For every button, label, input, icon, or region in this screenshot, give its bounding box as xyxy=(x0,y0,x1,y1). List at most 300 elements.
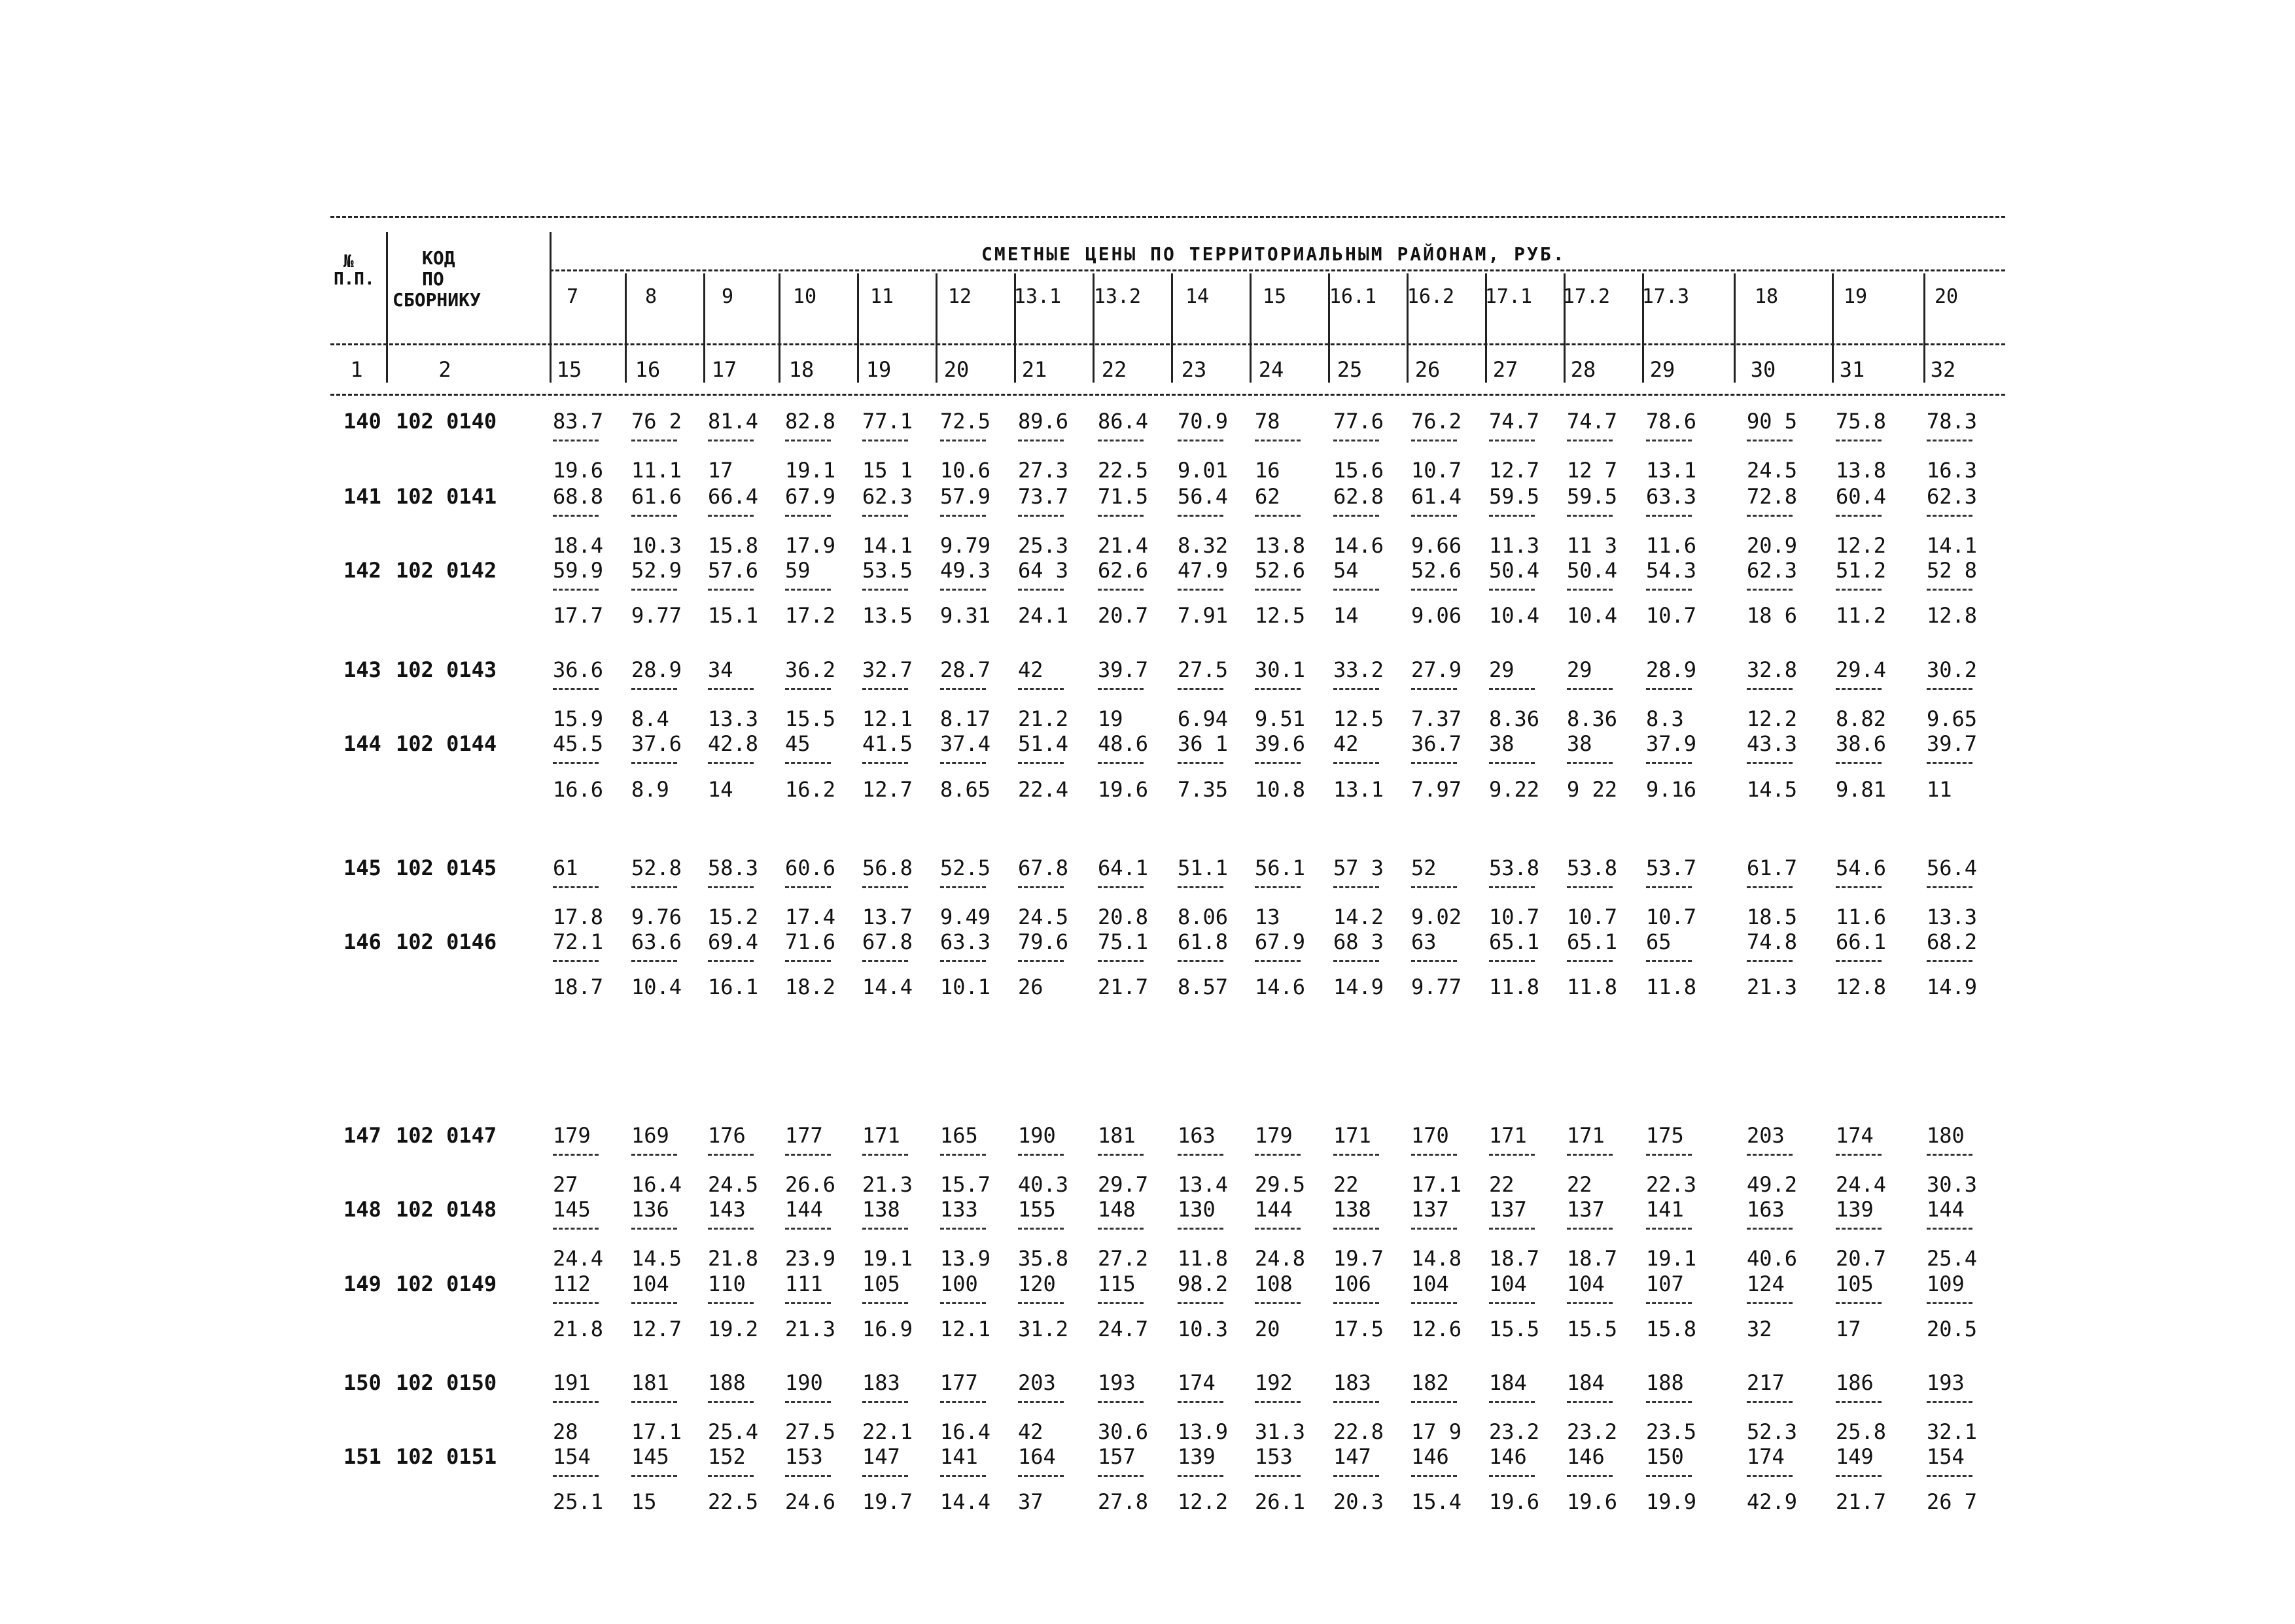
price-top: 67.9 xyxy=(1255,929,1306,954)
fraction-line xyxy=(1927,1228,1972,1230)
header-column-divider xyxy=(386,232,388,383)
fraction-line xyxy=(940,960,986,962)
fraction-line xyxy=(1646,688,1692,690)
price-top: 165 xyxy=(940,1123,978,1148)
fraction-line xyxy=(1255,1228,1301,1230)
fraction-line xyxy=(1018,440,1064,441)
price-top: 177 xyxy=(940,1370,978,1395)
fraction-line xyxy=(1411,1228,1457,1230)
row-number: 150 xyxy=(343,1370,381,1395)
price-top: 164 xyxy=(1018,1444,1056,1469)
price-bottom: 20.7 xyxy=(1098,603,1149,628)
fraction-line xyxy=(1567,515,1613,517)
row-code: 102 0146 xyxy=(396,929,497,954)
price-bottom: 12.8 xyxy=(1927,603,1978,628)
fraction-line xyxy=(1098,960,1144,962)
price-top: 179 xyxy=(553,1123,591,1148)
price-bottom: 32.1 xyxy=(1927,1419,1978,1444)
price-top: 51.1 xyxy=(1178,855,1229,880)
price-bottom: 14.4 xyxy=(940,1489,991,1514)
price-top: 179 xyxy=(1255,1123,1293,1148)
fraction-line xyxy=(1836,1154,1882,1156)
price-bottom: 13.8 xyxy=(1836,458,1887,483)
price-top: 133 xyxy=(940,1197,978,1222)
column-number: 23 xyxy=(1181,357,1207,382)
fraction-line xyxy=(1098,1401,1144,1403)
price-bottom: 22 xyxy=(1567,1172,1592,1197)
price-top: 153 xyxy=(1255,1444,1293,1469)
price-top: 203 xyxy=(1018,1370,1056,1395)
price-bottom: 16.1 xyxy=(708,975,759,999)
fraction-line xyxy=(785,440,831,441)
price-bottom: 23.5 xyxy=(1646,1419,1697,1444)
price-top: 38.6 xyxy=(1836,731,1887,756)
price-top: 48.6 xyxy=(1098,731,1149,756)
fraction-line xyxy=(1018,1228,1064,1230)
price-bottom: 16.4 xyxy=(940,1419,991,1444)
price-top: 77.1 xyxy=(862,409,913,434)
price-top: 54.6 xyxy=(1836,855,1887,880)
price-top: 28.9 xyxy=(1646,657,1697,682)
price-top: 63.3 xyxy=(940,929,991,954)
price-bottom: 16 xyxy=(1255,458,1280,483)
fraction-line xyxy=(1018,762,1064,764)
fraction-line xyxy=(1255,1401,1301,1403)
price-bottom: 15.2 xyxy=(708,905,759,929)
price-top: 104 xyxy=(1411,1271,1449,1296)
price-bottom: 18 6 xyxy=(1747,603,1798,628)
price-bottom: 9.16 xyxy=(1646,777,1697,802)
price-top: 74.8 xyxy=(1747,929,1798,954)
price-bottom: 18.7 xyxy=(1567,1246,1618,1271)
district-number: 7 xyxy=(566,285,579,308)
price-bottom: 10.7 xyxy=(1646,603,1697,628)
fraction-line xyxy=(1098,762,1144,764)
price-top: 62 xyxy=(1255,484,1280,509)
price-top: 175 xyxy=(1646,1123,1684,1148)
fraction-line xyxy=(1255,589,1301,591)
price-top: 72.8 xyxy=(1747,484,1798,509)
price-top: 154 xyxy=(1927,1444,1965,1469)
fraction-line xyxy=(785,1228,831,1230)
price-bottom: 11 xyxy=(1927,777,1952,802)
price-bottom: 23.2 xyxy=(1567,1419,1618,1444)
price-bottom: 17.1 xyxy=(1411,1172,1462,1197)
fraction-line xyxy=(940,886,986,888)
fraction-line xyxy=(1747,515,1793,517)
price-bottom: 18.5 xyxy=(1747,905,1798,929)
price-bottom: 22.5 xyxy=(1098,458,1149,483)
fraction-line xyxy=(1836,1228,1882,1230)
price-bottom: 24.7 xyxy=(1098,1317,1149,1341)
price-bottom: 21.2 xyxy=(1018,706,1069,731)
price-top: 78.3 xyxy=(1927,409,1978,434)
price-top: 45 xyxy=(785,731,811,756)
price-bottom: 26.6 xyxy=(785,1172,836,1197)
price-bottom: 13.8 xyxy=(1255,533,1306,558)
price-top: 111 xyxy=(785,1271,823,1296)
fraction-line xyxy=(631,589,677,591)
fraction-line xyxy=(1411,515,1457,517)
price-bottom: 31.2 xyxy=(1018,1317,1069,1341)
fraction-line xyxy=(1489,1401,1535,1403)
fraction-line xyxy=(1411,886,1457,888)
fraction-line xyxy=(553,762,599,764)
price-bottom: 9.06 xyxy=(1411,603,1462,628)
fraction-line xyxy=(1646,440,1692,441)
price-bottom: 12.8 xyxy=(1836,975,1887,999)
fraction-line xyxy=(1098,440,1144,441)
price-top: 157 xyxy=(1098,1444,1136,1469)
price-top: 54 xyxy=(1333,558,1359,583)
price-top: 67.8 xyxy=(1018,855,1069,880)
fraction-line xyxy=(708,589,754,591)
price-bottom: 26.1 xyxy=(1255,1489,1306,1514)
price-bottom: 12.1 xyxy=(940,1317,991,1341)
column-number: 25 xyxy=(1337,357,1363,382)
fraction-line xyxy=(1747,589,1793,591)
price-bottom: 19.6 xyxy=(1489,1489,1540,1514)
price-top: 107 xyxy=(1646,1271,1684,1296)
fraction-line xyxy=(1927,886,1972,888)
fraction-line xyxy=(1178,886,1223,888)
district-number: 11 xyxy=(869,285,894,308)
column-number: 28 xyxy=(1570,357,1596,382)
price-top: 98.2 xyxy=(1178,1271,1229,1296)
fraction-line xyxy=(553,440,599,441)
fraction-line xyxy=(1098,1228,1144,1230)
fraction-line xyxy=(631,762,677,764)
price-top: 57.6 xyxy=(708,558,759,583)
price-top: 56.8 xyxy=(862,855,913,880)
price-top: 29 xyxy=(1567,657,1592,682)
fraction-line xyxy=(1333,1154,1379,1156)
district-number: 18 xyxy=(1754,285,1779,308)
price-bottom: 20.9 xyxy=(1747,533,1798,558)
price-bottom: 25.8 xyxy=(1836,1419,1887,1444)
fraction-line xyxy=(1567,440,1613,441)
price-bottom: 20.3 xyxy=(1333,1489,1384,1514)
column-number: 15 xyxy=(556,357,582,382)
price-top: 59.5 xyxy=(1489,484,1540,509)
price-bottom: 8.32 xyxy=(1178,533,1229,558)
price-top: 36 1 xyxy=(1178,731,1229,756)
price-top: 62.3 xyxy=(862,484,913,509)
price-bottom: 40.3 xyxy=(1018,1172,1069,1197)
fraction-line xyxy=(862,1154,908,1156)
price-top: 53.7 xyxy=(1646,855,1697,880)
price-bottom: 14.5 xyxy=(631,1246,682,1271)
district-number: 16.2 xyxy=(1407,285,1455,308)
price-top: 36.2 xyxy=(785,657,836,682)
price-bottom: 11.6 xyxy=(1836,905,1887,929)
price-bottom: 9.22 xyxy=(1489,777,1540,802)
price-top: 184 xyxy=(1489,1370,1527,1395)
price-top: 141 xyxy=(1646,1197,1684,1222)
price-top: 137 xyxy=(1567,1197,1605,1222)
fraction-line xyxy=(1927,1302,1972,1304)
price-bottom: 21.7 xyxy=(1098,975,1149,999)
fraction-line xyxy=(1489,1228,1535,1230)
price-bottom: 42 xyxy=(1018,1419,1043,1444)
price-bottom: 24.8 xyxy=(1255,1246,1306,1271)
price-top: 28.9 xyxy=(631,657,682,682)
price-bottom: 12.7 xyxy=(862,777,913,802)
price-bottom: 12.2 xyxy=(1836,533,1887,558)
price-bottom: 9.01 xyxy=(1178,458,1229,483)
price-top: 110 xyxy=(708,1271,746,1296)
price-top: 171 xyxy=(1489,1123,1527,1148)
fraction-line xyxy=(1836,589,1882,591)
price-top: 138 xyxy=(862,1197,900,1222)
price-top: 146 xyxy=(1411,1444,1449,1469)
row-code: 102 0148 xyxy=(396,1197,497,1222)
fraction-line xyxy=(708,886,754,888)
fraction-line xyxy=(785,1154,831,1156)
price-bottom: 12.7 xyxy=(1489,458,1540,483)
fraction-line xyxy=(862,1302,908,1304)
fraction-line xyxy=(1411,960,1457,962)
price-bottom: 22.3 xyxy=(1646,1172,1697,1197)
price-top: 42 xyxy=(1018,657,1043,682)
column-number: 20 xyxy=(943,357,970,382)
price-top: 61.7 xyxy=(1747,855,1798,880)
price-bottom: 24.4 xyxy=(1836,1172,1887,1197)
fraction-line xyxy=(1255,762,1301,764)
price-bottom: 13.4 xyxy=(1178,1172,1229,1197)
fraction-line xyxy=(1178,1302,1223,1304)
price-top: 193 xyxy=(1927,1370,1965,1395)
price-bottom: 29.7 xyxy=(1098,1172,1149,1197)
price-top: 82.8 xyxy=(785,409,836,434)
price-bottom: 10.1 xyxy=(940,975,991,999)
price-top: 45.5 xyxy=(553,731,604,756)
column-number: 18 xyxy=(788,357,815,382)
price-bottom: 24.6 xyxy=(785,1489,836,1514)
price-top: 81.4 xyxy=(708,409,759,434)
price-top: 36.7 xyxy=(1411,731,1462,756)
fraction-line xyxy=(1178,1475,1223,1477)
price-top: 52.9 xyxy=(631,558,682,583)
price-bottom: 11.8 xyxy=(1567,975,1618,999)
price-top: 108 xyxy=(1255,1271,1293,1296)
column-number: 21 xyxy=(1021,357,1047,382)
row-code: 102 0140 xyxy=(396,409,497,434)
price-top: 58.3 xyxy=(708,855,759,880)
price-bottom: 10.7 xyxy=(1646,905,1697,929)
fraction-line xyxy=(1567,1401,1613,1403)
price-top: 191 xyxy=(553,1370,591,1395)
price-bottom: 20 xyxy=(1255,1317,1280,1341)
price-bottom: 9.77 xyxy=(1411,975,1462,999)
price-top: 152 xyxy=(708,1444,746,1469)
column-number: 2 xyxy=(438,357,451,382)
price-bottom: 19.6 xyxy=(553,458,604,483)
price-bottom: 8.36 xyxy=(1567,706,1618,731)
column-number: 16 xyxy=(635,357,661,382)
price-top: 65.1 xyxy=(1567,929,1618,954)
row-code: 102 0142 xyxy=(396,558,497,583)
price-bottom: 21.8 xyxy=(708,1246,759,1271)
price-bottom: 28 xyxy=(553,1419,578,1444)
price-bottom: 31.3 xyxy=(1255,1419,1306,1444)
fraction-line xyxy=(1489,1475,1535,1477)
price-top: 70.9 xyxy=(1178,409,1229,434)
price-top: 136 xyxy=(631,1197,669,1222)
price-top: 149 xyxy=(1836,1444,1874,1469)
price-top: 34 xyxy=(708,657,733,682)
fraction-line xyxy=(1836,1475,1882,1477)
price-bottom: 12.2 xyxy=(1178,1489,1229,1514)
fraction-line xyxy=(1178,1154,1223,1156)
fraction-line xyxy=(1098,886,1144,888)
price-top: 144 xyxy=(1255,1197,1293,1222)
price-bottom: 14.4 xyxy=(862,975,913,999)
price-bottom: 19.6 xyxy=(1098,777,1149,802)
fraction-line xyxy=(1255,1475,1301,1477)
price-bottom: 19.9 xyxy=(1646,1489,1697,1514)
price-top: 53.8 xyxy=(1567,855,1618,880)
price-top: 33.2 xyxy=(1333,657,1384,682)
fraction-line xyxy=(940,1228,986,1230)
row-code: 102 0149 xyxy=(396,1271,497,1296)
fraction-line xyxy=(1567,1154,1613,1156)
fraction-line xyxy=(1333,515,1379,517)
price-top: 56.4 xyxy=(1927,855,1978,880)
price-top: 190 xyxy=(1018,1123,1056,1148)
price-top: 57.9 xyxy=(940,484,991,509)
price-top: 39.7 xyxy=(1927,731,1978,756)
column-number: 31 xyxy=(1839,357,1865,382)
price-bottom: 10.3 xyxy=(1178,1317,1229,1341)
price-top: 181 xyxy=(631,1370,669,1395)
price-bottom: 17.2 xyxy=(785,603,836,628)
price-top: 30.2 xyxy=(1927,657,1978,682)
column-number: 19 xyxy=(866,357,892,382)
price-bottom: 12.7 xyxy=(631,1317,682,1341)
price-bottom: 17 xyxy=(708,458,733,483)
price-bottom: 30.6 xyxy=(1098,1419,1149,1444)
fraction-line xyxy=(708,1401,754,1403)
price-bottom: 8.65 xyxy=(940,777,991,802)
price-bottom: 12.6 xyxy=(1411,1317,1462,1341)
row-code: 102 0143 xyxy=(396,657,497,682)
price-top: 52 xyxy=(1411,855,1437,880)
price-bottom: 18.4 xyxy=(553,533,604,558)
fraction-line xyxy=(785,960,831,962)
price-top: 144 xyxy=(1927,1197,1965,1222)
fraction-line xyxy=(1927,1475,1972,1477)
price-top: 50.4 xyxy=(1489,558,1540,583)
price-top: 183 xyxy=(1333,1370,1371,1395)
price-top: 183 xyxy=(862,1370,900,1395)
price-bottom: 12.5 xyxy=(1333,706,1384,731)
price-top: 56.1 xyxy=(1255,855,1306,880)
row-number: 146 xyxy=(343,929,381,954)
price-bottom: 13 xyxy=(1255,905,1280,929)
price-bottom: 11.2 xyxy=(1836,603,1887,628)
price-bottom: 17.5 xyxy=(1333,1317,1384,1341)
row-number: 147 xyxy=(343,1123,381,1148)
price-top: 72.1 xyxy=(553,929,604,954)
fraction-line xyxy=(631,1475,677,1477)
district-number: 12 xyxy=(947,285,972,308)
fraction-line xyxy=(1747,440,1793,441)
column-number: 29 xyxy=(1649,357,1675,382)
price-bottom: 17 9 xyxy=(1411,1419,1462,1444)
price-top: 56.4 xyxy=(1178,484,1229,509)
price-bottom: 10.4 xyxy=(631,975,682,999)
fraction-line xyxy=(1098,1154,1144,1156)
price-bottom: 15 xyxy=(631,1489,657,1514)
price-bottom: 15.8 xyxy=(1646,1317,1697,1341)
price-top: 100 xyxy=(940,1271,978,1296)
price-top: 72.5 xyxy=(940,409,991,434)
price-bottom: 9.81 xyxy=(1836,777,1887,802)
fraction-line xyxy=(1333,1475,1379,1477)
price-top: 177 xyxy=(785,1123,823,1148)
price-top: 137 xyxy=(1489,1197,1527,1222)
price-bottom: 14.6 xyxy=(1333,533,1384,558)
price-bottom: 21.8 xyxy=(553,1317,604,1341)
fraction-line xyxy=(631,886,677,888)
price-bottom: 9.31 xyxy=(940,603,991,628)
price-bottom: 14 xyxy=(1333,603,1359,628)
price-top: 105 xyxy=(1836,1271,1874,1296)
fraction-line xyxy=(553,1475,599,1477)
price-bottom: 13.7 xyxy=(862,905,913,929)
price-top: 104 xyxy=(631,1271,669,1296)
fraction-line xyxy=(785,1475,831,1477)
price-bottom: 14.9 xyxy=(1333,975,1384,999)
price-top: 77.6 xyxy=(1333,409,1384,434)
price-bottom: 23.2 xyxy=(1489,1419,1540,1444)
price-top: 124 xyxy=(1747,1271,1785,1296)
price-bottom: 20.7 xyxy=(1836,1246,1887,1271)
price-bottom: 22.8 xyxy=(1333,1419,1384,1444)
fraction-line xyxy=(1646,515,1692,517)
price-bottom: 8.36 xyxy=(1489,706,1540,731)
fraction-line xyxy=(1178,960,1223,962)
price-bottom: 20.5 xyxy=(1927,1317,1978,1341)
price-top: 68.8 xyxy=(553,484,604,509)
price-top: 181 xyxy=(1098,1123,1136,1148)
price-top: 29.4 xyxy=(1836,657,1887,682)
district-number: 17.1 xyxy=(1484,285,1533,308)
price-bottom: 27.5 xyxy=(785,1419,836,1444)
price-bottom: 11.8 xyxy=(1489,975,1540,999)
price-top: 171 xyxy=(1333,1123,1371,1148)
price-bottom: 8.3 xyxy=(1646,706,1684,731)
price-top: 171 xyxy=(862,1123,900,1148)
price-bottom: 42.9 xyxy=(1747,1489,1798,1514)
fraction-line xyxy=(940,440,986,441)
price-top: 86.4 xyxy=(1098,409,1149,434)
price-top: 78 xyxy=(1255,409,1280,434)
price-top: 75.8 xyxy=(1836,409,1887,434)
price-top: 59 xyxy=(785,558,811,583)
price-bottom: 8.06 xyxy=(1178,905,1229,929)
price-bottom: 14.5 xyxy=(1747,777,1798,802)
price-top: 144 xyxy=(785,1197,823,1222)
price-bottom: 13.1 xyxy=(1333,777,1384,802)
fraction-line xyxy=(631,1154,677,1156)
district-number: 13.2 xyxy=(1093,285,1142,308)
fraction-line xyxy=(1333,886,1379,888)
price-bottom: 11 3 xyxy=(1567,533,1618,558)
price-bottom: 14.8 xyxy=(1411,1246,1462,1271)
price-bottom: 15.7 xyxy=(940,1172,991,1197)
